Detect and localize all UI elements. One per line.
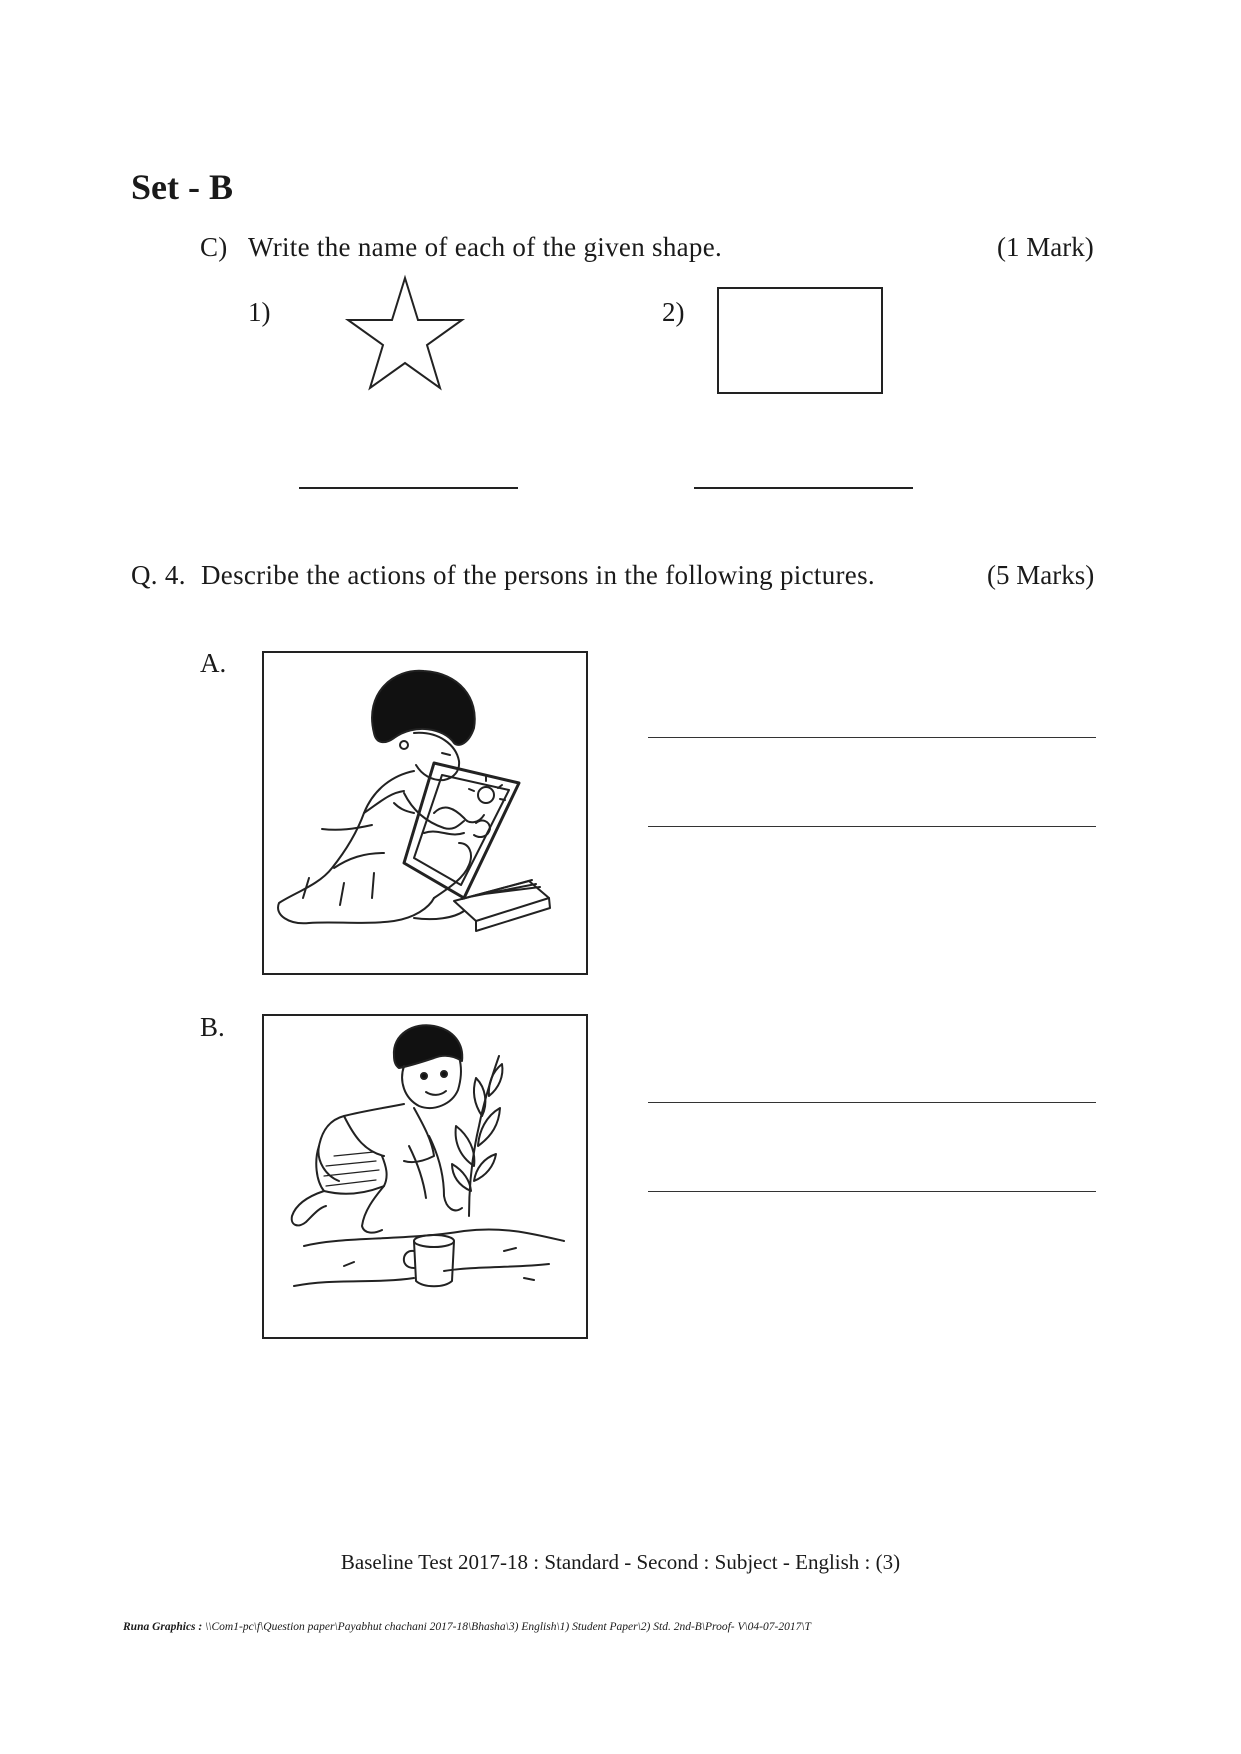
item-b-answer-line-2[interactable] (648, 1191, 1096, 1192)
shape-2-number: 2) (662, 297, 685, 327)
set-title: Set - B (131, 167, 233, 207)
shape-2-answer-line[interactable] (694, 487, 913, 489)
star-icon (342, 274, 468, 398)
boy-planting-illustration (264, 1016, 586, 1337)
item-a-answer-line-1[interactable] (648, 737, 1096, 738)
item-a-answer-line-2[interactable] (648, 826, 1096, 827)
question-4-text: Describe the actions of the persons in the following pictures. (201, 560, 875, 590)
page-footer: Baseline Test 2017-18 : Standard - Second : Subject - English : (3) (340, 1550, 901, 1574)
girl-drawing-picture (262, 651, 588, 975)
question-4-marks: (5 Marks) (987, 560, 1095, 590)
item-b-answer-line-1[interactable] (648, 1102, 1096, 1103)
boy-planting-picture (262, 1014, 588, 1339)
question-c-marks: (1 Mark) (997, 232, 1094, 262)
girl-drawing-illustration (264, 653, 586, 973)
item-b-label: B. (200, 1012, 225, 1042)
credit-name: Runa Graphics : (123, 1621, 203, 1633)
question-4-label: Q. 4. (131, 560, 186, 590)
printer-credit (123, 1621, 811, 1633)
credit-path: \\Com1-pc\f\Question paper\Payabhut chachani 2017-18\Bhasha\3) English\1) Student Paper\2) Std. 2nd-B\Proof- V\04-07-2017\T (205, 1621, 811, 1633)
question-c-text: Write the name of each of the given shape. (248, 232, 723, 262)
rectangle-icon (717, 287, 883, 394)
item-a-label: A. (200, 648, 227, 678)
question-c-label: C) (200, 232, 228, 262)
shape-1-number: 1) (248, 297, 271, 327)
shape-1-answer-line[interactable] (299, 487, 518, 489)
